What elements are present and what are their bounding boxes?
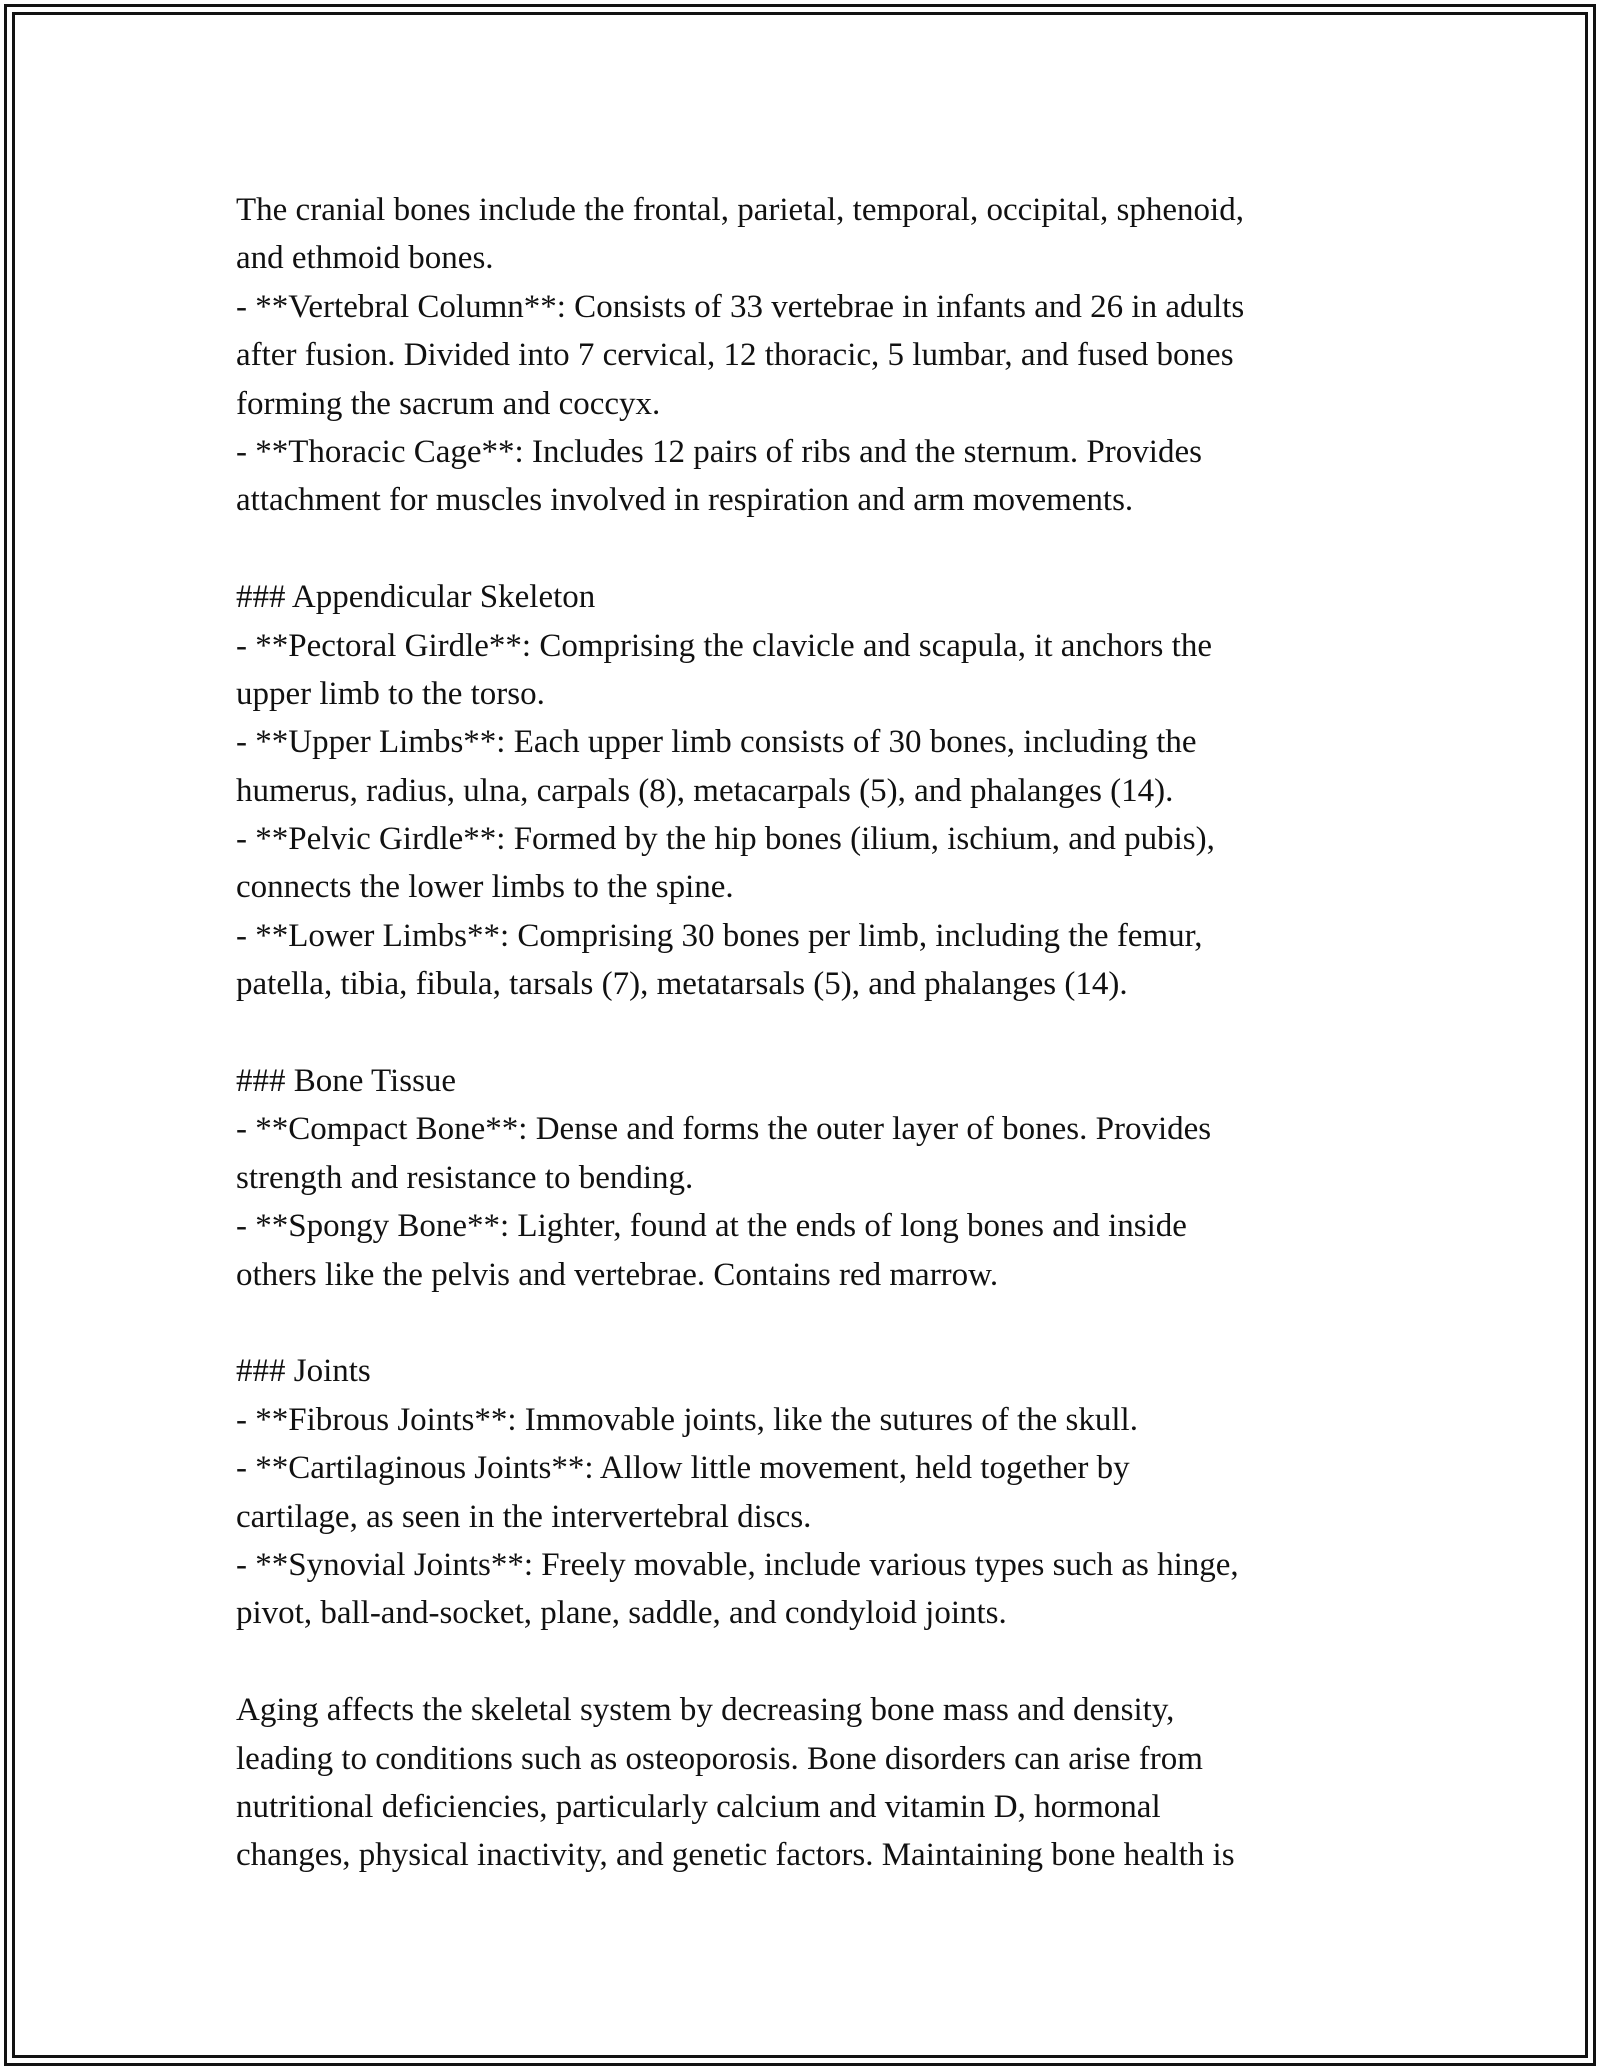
text-line: The cranial bones include the frontal, parietal, temporal, occipital, sphenoid, [236, 192, 1244, 228]
text-line: - **Cartilaginous Joints**: Allow little movement, held together by [236, 1450, 1130, 1487]
text-line: and ethmoid bones. [236, 240, 494, 277]
text-line: - **Synovial Joints**: Freely movable, include various types such as hinge, [236, 1546, 1239, 1583]
text-line: - **Pectoral Girdle**: Comprising the clavicle and scapula, it anchors the [236, 627, 1212, 664]
text-line: attachment for muscles involved in respiration and arm movements. [236, 482, 1134, 519]
text-line: - **Lower Limbs**: Comprising 30 bones per limb, including the femur, [236, 917, 1203, 954]
text-line: after fusion. Divided into 7 cervical, 12 thoracic, 5 lumbar, and fused bones [236, 337, 1234, 374]
text-line: forming the sacrum and coccyx. [236, 385, 661, 422]
text-line: - **Pelvic Girdle**: Formed by the hip bones (ilium, ischium, and pubis), [236, 821, 1215, 858]
text-line: connects the lower limbs to the spine. [236, 869, 734, 906]
text-line: humerus, radius, ulna, carpals (8), metacarpals (5), and phalanges (14). [236, 772, 1174, 809]
text-line: - **Spongy Bone**: Lighter, found at the ends of long bones and inside [236, 1208, 1187, 1245]
text-line: - **Thoracic Cage**: Includes 12 pairs of ribs and the sternum. Provides [236, 433, 1202, 470]
text-line: pivot, ball-and-socket, plane, saddle, and condyloid joints. [236, 1595, 1007, 1632]
section-heading: ### Appendicular Skeleton [236, 579, 596, 616]
text-line: - **Upper Limbs**: Each upper limb consists of 30 bones, including the [236, 724, 1197, 761]
text-line: Aging affects the skeletal system by decreasing bone mass and density, [236, 1692, 1175, 1729]
text-line: others like the pelvis and vertebrae. Contains red marrow. [236, 1256, 999, 1293]
blank-line [236, 1299, 1376, 1347]
text-line: upper limb to the torso. [236, 675, 545, 712]
blank-line [236, 1638, 1376, 1686]
text-line: - **Fibrous Joints**: Immovable joints, like the sutures of the skull. [236, 1401, 1138, 1438]
text-line: changes, physical inactivity, and genetic factors. Maintaining bone health is [236, 1837, 1235, 1874]
text-line: strength and resistance to bending. [236, 1159, 694, 1196]
section-heading: ### Bone Tissue [236, 1063, 457, 1100]
text-line: cartilage, as seen in the intervertebral discs. [236, 1498, 812, 1535]
text-line: patella, tibia, fibula, tarsals (7), metatarsals (5), and phalanges (14). [236, 966, 1128, 1003]
text-line: leading to conditions such as osteoporosis. Bone disorders can arise from [236, 1740, 1203, 1777]
blank-line [236, 1009, 1376, 1057]
text-line: nutritional deficiencies, particularly calcium and vitamin D, hormonal [236, 1788, 1161, 1825]
text-line: - **Compact Bone**: Dense and forms the outer layer of bones. Provides [236, 1111, 1212, 1148]
text-line: - **Vertebral Column**: Consists of 33 vertebrae in infants and 26 in adults [236, 288, 1245, 325]
section-heading: ### Joints [236, 1353, 371, 1390]
blank-line [236, 525, 1376, 573]
document-body [236, 186, 1376, 1880]
